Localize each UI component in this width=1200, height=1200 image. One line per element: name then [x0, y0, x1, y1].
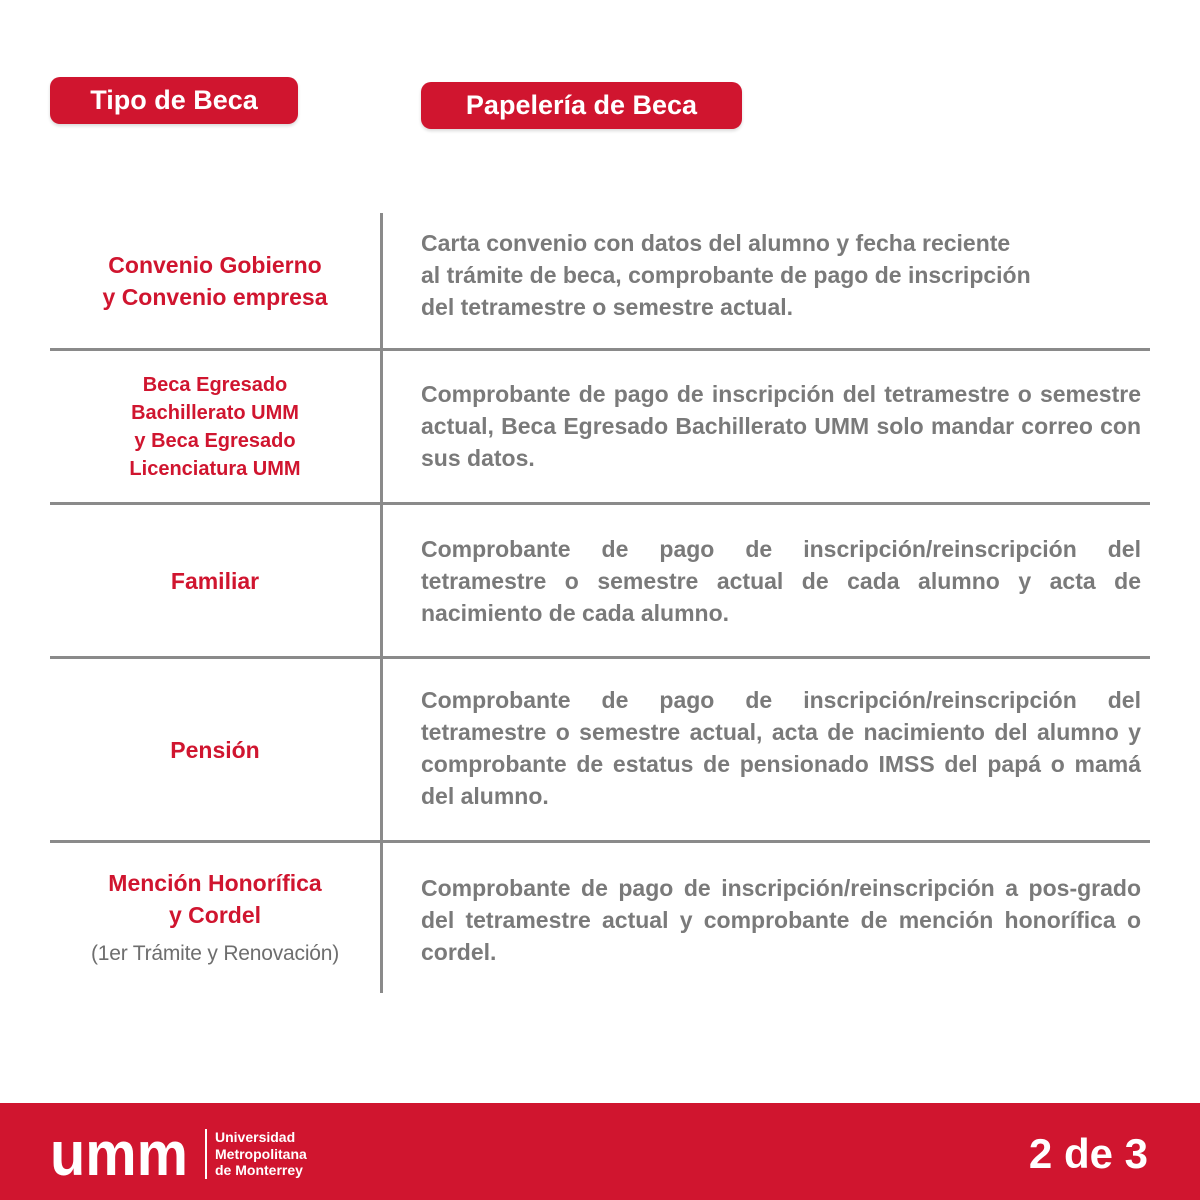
page-counter: 2 de 3	[1028, 1130, 1148, 1177]
beca-type-pension: Pensión	[170, 736, 260, 763]
institution-name-line2: Metropolitana	[215, 1145, 307, 1162]
tipo-de-beca-header	[50, 77, 298, 124]
beca-requirements-egresado: Comprobante de pago de inscripción del tetramestre o semestre actual, Beca Egresado Bachillerato UMM solo mandar correo con sus datos.	[421, 381, 1141, 471]
institution-name-line3: de Monterrey	[215, 1162, 303, 1178]
table-row-mencion	[50, 843, 380, 993]
beca-requirements-pension: Comprobante de pago de inscripción/reinscripción del tetramestre o semestre actual, acta de nacimiento del alumno y comprobante de estatus de pensionado IMSS del papá o mamá del alumno.	[421, 687, 1141, 809]
table-row-egresado	[50, 351, 380, 502]
beca-requirements-mencion: Comprobante de pago de inscripción/reinscripción a pos-grado del tetramestre actual y comprobante de mención honorífica o cordel.	[421, 875, 1141, 965]
umm-logo	[50, 1129, 190, 1179]
institution-name	[215, 1129, 307, 1179]
footer-bar	[0, 1103, 1200, 1200]
beca-type-familiar: Familiar	[170, 567, 260, 594]
papeleria-de-beca-label: Papelería de Beca	[465, 90, 698, 120]
table-row-convenio	[50, 213, 380, 348]
beca-requirements-familiar: Comprobante de pago de inscripción/reinscripción del tetramestre o semestre actual de cada alumno y acta de nacimiento de cada alumno.	[421, 536, 1141, 626]
logo-divider	[205, 1129, 207, 1179]
table-column-divider	[380, 213, 383, 993]
table-row-familiar	[50, 505, 380, 656]
beca-type-mencion-subtitle: (1er Trámite y Renovación)	[90, 942, 340, 965]
papeleria-de-beca-header	[421, 82, 742, 129]
beca-type-egresado: Beca Egresado Bachillerato UMM y Beca Egresado Licenciatura UMM	[129, 373, 301, 480]
umm-logo-text: umm	[50, 1129, 188, 1179]
table-row-pension	[50, 659, 380, 840]
beca-type-convenio: Convenio Gobierno y Convenio empresa	[102, 251, 328, 310]
beca-type-mencion: Mención Honorífica y Cordel	[108, 870, 322, 928]
beca-requirements-convenio: Carta convenio con datos del alumno y fecha reciente al trámite de beca, comprobante de pago de inscripción del tetramestre o semestre actual.	[421, 230, 1031, 320]
tipo-de-beca-label: Tipo de Beca	[90, 85, 258, 115]
institution-name-line1: Universidad	[215, 1129, 296, 1145]
